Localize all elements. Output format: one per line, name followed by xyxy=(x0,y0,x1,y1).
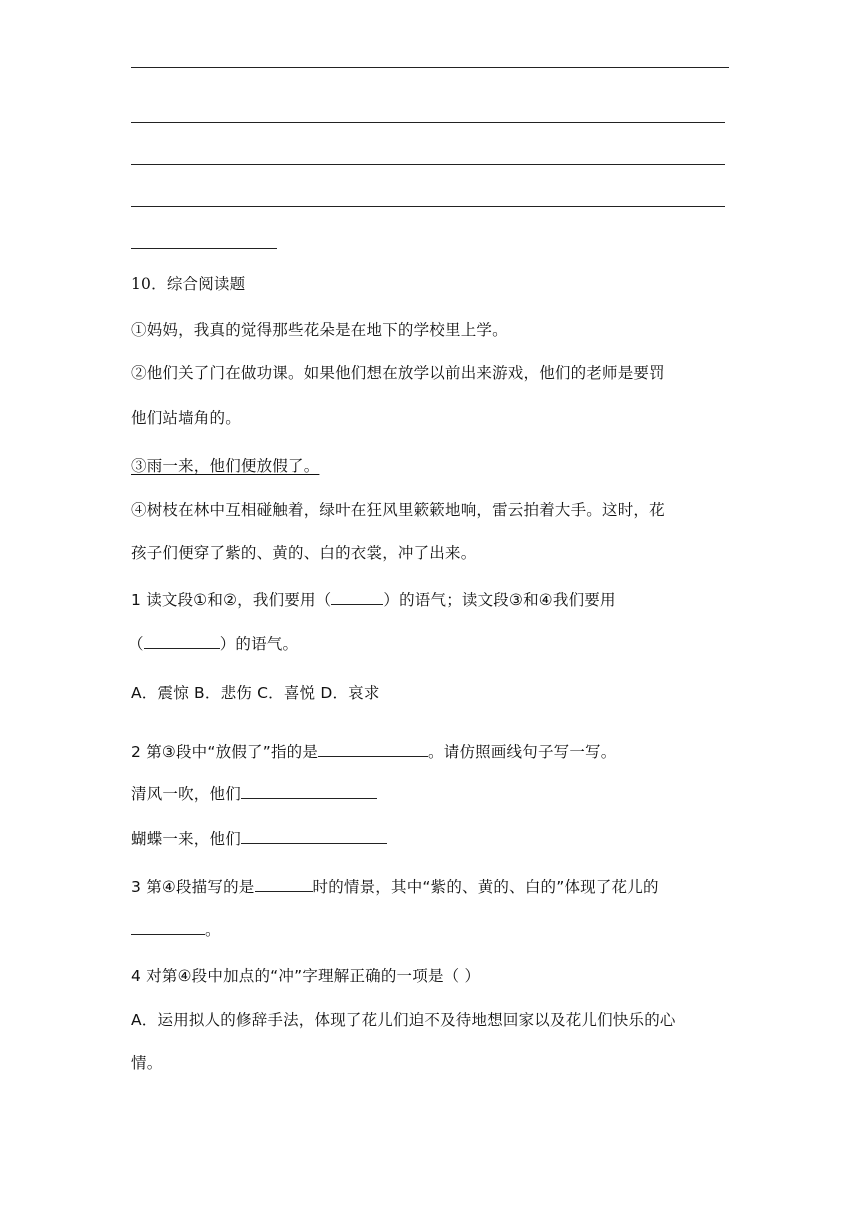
question-1-line-1: 1 读文段①和②，我们要用（ ）的语气；读文段③和④我们要用 xyxy=(131,591,616,609)
answer-blank[interactable] xyxy=(331,590,383,605)
answer-blank[interactable] xyxy=(131,920,205,935)
question-2-line-2: 清风一吹，他们 xyxy=(131,784,377,804)
answer-blank[interactable] xyxy=(241,829,387,844)
passage-paragraph-3 xyxy=(131,456,319,476)
passage-paragraph-2-line-1: ②他们关了门在做功课。如果他们想在放学以前出来游戏，他们的老师是要罚 xyxy=(131,364,665,382)
answer-blank[interactable] xyxy=(144,634,220,649)
answer-line xyxy=(131,164,725,165)
answer-blank[interactable] xyxy=(241,784,377,799)
passage-paragraph-2-line-2: 他们站墙角的。 xyxy=(131,409,241,427)
answer-blank[interactable] xyxy=(255,877,313,892)
question-3-line-1: 3 第④段描写的是 时的情景，其中“紫的、黄的、白的”体现了花儿的 xyxy=(131,878,659,896)
answer-blank[interactable] xyxy=(318,742,428,757)
passage-paragraph-4-line-1: ④树枝在林中互相碰触着，绿叶在狂风里簌簌地响，雷云拍着大手。这时，花 xyxy=(131,501,665,519)
question-1-line-2: （ ）的语气。 xyxy=(128,635,299,653)
answer-line xyxy=(131,122,725,123)
question-2-line-1: 2 第③段中“放假了”指的是 。请仿照画线句子写一写。 xyxy=(131,743,617,761)
question-1-options: A．震惊 B．悲伤 C．喜悦 D．哀求 xyxy=(131,684,380,702)
question-2-line-3: 蝴蝶一来，他们 xyxy=(131,829,387,849)
question-heading: 10．综合阅读题 xyxy=(131,275,246,293)
passage-paragraph-4-line-2: 孩子们便穿了紫的、黄的、白的衣裳，冲了出来。 xyxy=(131,544,477,562)
question-4-line-1: 4 对第④段中加点的“冲”字理解正确的一项是（ ） xyxy=(131,967,481,985)
underlined-sentence: ③雨一来，他们便放假了。 xyxy=(131,457,320,475)
question-4-option-a-line-1: A．运用拟人的修辞手法，体现了花儿们迫不及待地想回家以及花儿们快乐的心 xyxy=(131,1011,676,1029)
answer-line xyxy=(131,248,277,249)
answer-line xyxy=(131,67,729,68)
answer-line xyxy=(131,206,725,207)
question-3-line-2: 。 xyxy=(131,920,221,940)
passage-paragraph-1: ①妈妈，我真的觉得那些花朵是在地下的学校里上学。 xyxy=(131,321,508,339)
question-4-option-a-line-2: 情。 xyxy=(131,1054,163,1072)
